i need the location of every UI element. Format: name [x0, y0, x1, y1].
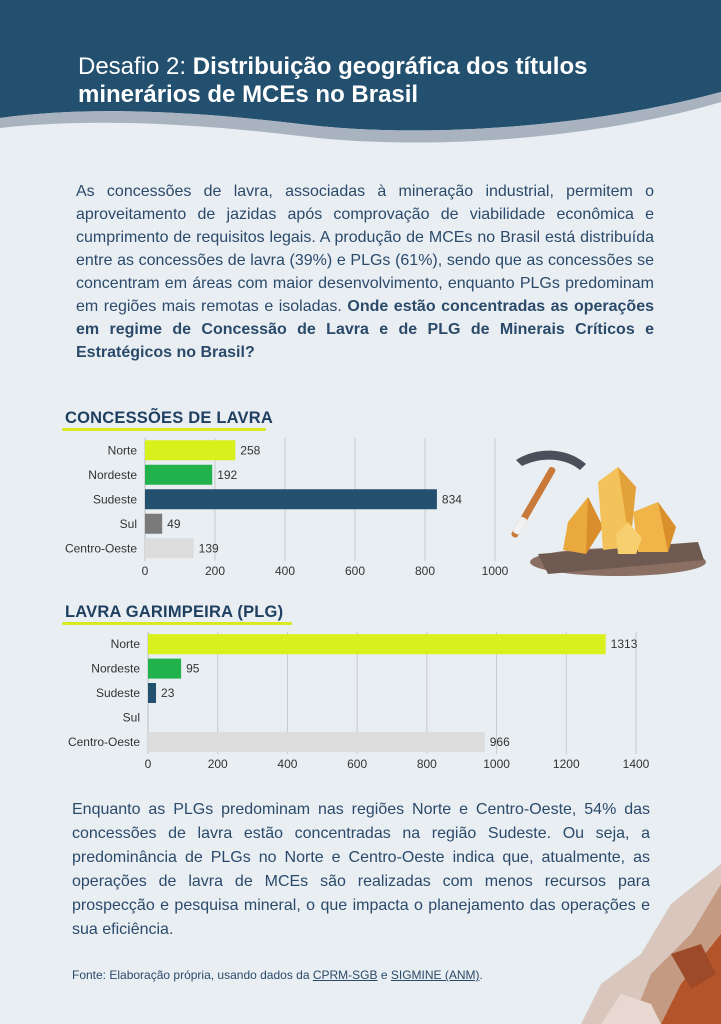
data-label: 192 — [217, 467, 238, 482]
data-label: 834 — [441, 492, 462, 507]
data-label: 258 — [240, 443, 261, 458]
category-label: Sul — [119, 516, 137, 531]
bar-norte — [145, 440, 235, 460]
x-tick-label: 400 — [274, 564, 296, 578]
x-tick-label: 1400 — [622, 757, 650, 771]
data-label: 966 — [489, 734, 510, 749]
source-suffix: . — [479, 968, 483, 982]
x-tick-label: 200 — [207, 757, 228, 771]
data-label: 49 — [167, 516, 181, 531]
x-tick-label: 1000 — [483, 757, 510, 771]
chart1-title: CONCESSÕES DE LAVRA — [65, 409, 273, 427]
category-label: Norte — [110, 637, 140, 652]
title-main: Distribuição geográfica dos títulos minerários de MCEs no Brasil — [78, 53, 588, 108]
bar-centro-oeste — [148, 732, 485, 752]
bar-nordeste — [148, 659, 181, 679]
category-label: Sudeste — [95, 686, 140, 700]
chart2-title-underline — [62, 622, 292, 625]
x-tick-label: 1200 — [552, 757, 580, 771]
bar-sudeste — [148, 683, 156, 703]
rocks-decoration-icon — [541, 864, 721, 1024]
bar-nordeste — [145, 465, 212, 485]
category-label: Norte — [107, 443, 137, 458]
bar-centro-oeste — [145, 538, 194, 558]
intro-text: As concessões de lavra, associadas à mineração industrial, permitem o aproveitamento de jazidas após comprovação de viabilidade econômica e cumprimento de requisitos legais. A produção de MCEs no Brasil está distribuída entre as concessões de lavra (39%) e PLGs (61%), sendo que as concessões se concentram em áreas com maior desenvolvimento, enquanto PLGs predominam em regiões mais remotas e isoladas. — [76, 183, 654, 315]
data-label: 1313 — [610, 637, 638, 652]
category-label: Sudeste — [92, 492, 137, 507]
data-label: 139 — [198, 541, 219, 556]
x-tick-label: 600 — [344, 564, 366, 578]
category-label: Centro-Oeste — [64, 541, 137, 556]
x-tick-label: 1000 — [481, 564, 509, 578]
x-tick-label: 200 — [204, 564, 226, 578]
data-label: 23 — [161, 686, 175, 700]
bar-sudeste — [145, 489, 437, 509]
intro-paragraph — [76, 180, 654, 364]
bar-norte — [148, 634, 606, 654]
x-tick-label: 800 — [414, 564, 436, 578]
category-label: Sul — [122, 710, 140, 725]
x-tick-label: 600 — [347, 757, 368, 771]
bar-sul — [145, 514, 162, 534]
source-prefix: Fonte: Elaboração própria, usando dados da — [72, 968, 313, 982]
x-tick-label: 0 — [141, 564, 149, 578]
sigmine-anm-link[interactable]: SIGMINE (ANM) — [390, 968, 480, 982]
conclusion-paragraph: Enquanto as PLGs predominam nas regiões Norte e Centro-Oeste, 54% das concessões de lavra estão concentradas na região Sudeste. Ou seja, a predominância de PLGs no Norte e Centro-Oeste indica que, atualmente, as operações de lavra de MCEs são realizadas com menos recursos para prospecção e pesquisa mineral, o que impacta o planejamento das operações e sua eficiência. — [72, 801, 650, 938]
chart2-title: LAVRA GARIMPEIRA (PLG) — [65, 603, 284, 621]
title-prefix: Desafio 2: — [78, 53, 193, 80]
x-tick-label: 400 — [277, 757, 298, 771]
data-label: 95 — [186, 661, 200, 676]
source-note — [72, 968, 483, 982]
source-middle: e — [377, 968, 391, 982]
page-title — [78, 53, 678, 109]
x-tick-label: 0 — [144, 757, 152, 771]
category-label: Nordeste — [91, 661, 140, 676]
intro-question: Onde estão concentradas as operações em regime de Concessão de Lavra e de PLG de Minerais Críticos e Estratégicos no Brasil? — [76, 298, 654, 361]
chart1-title-underline — [62, 428, 266, 431]
pickaxe-crystal-icon — [508, 442, 708, 582]
category-label: Centro-Oeste — [67, 734, 140, 749]
category-label: Nordeste — [88, 467, 137, 482]
x-tick-label: 800 — [416, 757, 437, 771]
cprm-sgb-link[interactable]: CPRM-SGB — [312, 968, 378, 982]
